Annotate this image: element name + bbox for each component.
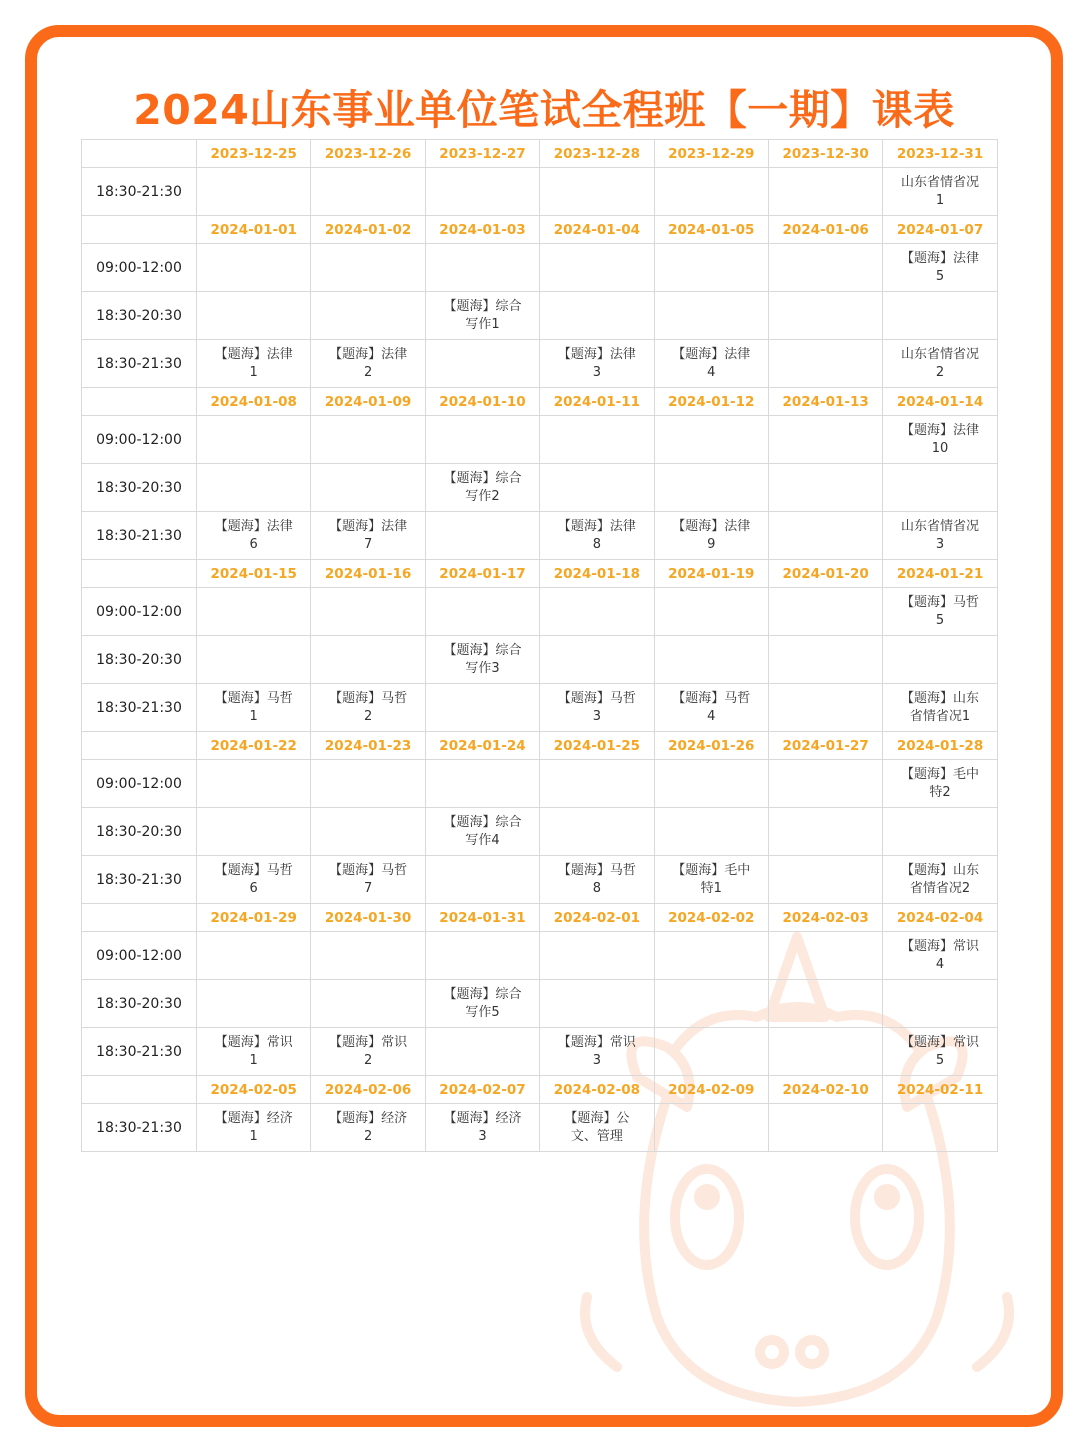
date-cell: 2024-01-18 (540, 560, 654, 588)
time-slot-label: 18:30-21:30 (82, 856, 197, 904)
time-slot-row (82, 416, 998, 464)
time-slot-label: 18:30-21:30 (82, 168, 197, 216)
date-cell: 2024-01-02 (311, 216, 425, 244)
date-header-row (82, 388, 998, 416)
course-cell (540, 980, 654, 1028)
course-cell (311, 636, 425, 684)
date-header-row (82, 216, 998, 244)
time-slot-row (82, 512, 998, 560)
course-cell (768, 684, 882, 732)
time-slot-row (82, 1028, 998, 1076)
course-cell (883, 980, 997, 1028)
schedule-table (81, 139, 998, 1152)
course-cell: 【题海】法律 2 (311, 340, 425, 388)
date-cell: 2024-02-09 (654, 1076, 768, 1104)
time-slot-row (82, 808, 998, 856)
course-cell (654, 292, 768, 340)
date-cell: 2024-01-29 (197, 904, 311, 932)
course-cell: 【题海】法律 10 (883, 416, 997, 464)
course-cell: 【题海】马哲 7 (311, 856, 425, 904)
time-slot-row (82, 340, 998, 388)
date-cell: 2024-01-16 (311, 560, 425, 588)
date-header-row (82, 732, 998, 760)
course-cell (540, 244, 654, 292)
date-cell: 2024-02-04 (883, 904, 997, 932)
course-cell (883, 464, 997, 512)
date-cell: 2024-01-28 (883, 732, 997, 760)
course-cell: 【题海】马哲 1 (197, 684, 311, 732)
date-cell: 2023-12-26 (311, 140, 425, 168)
date-cell: 2024-01-07 (883, 216, 997, 244)
course-cell (311, 808, 425, 856)
course-cell (883, 1104, 997, 1152)
course-cell: 【题海】法律 5 (883, 244, 997, 292)
time-slot-label: 09:00-12:00 (82, 244, 197, 292)
date-cell: 2024-01-01 (197, 216, 311, 244)
date-cell: 2024-01-27 (768, 732, 882, 760)
time-slot-row (82, 856, 998, 904)
course-cell (425, 760, 539, 808)
course-cell (654, 932, 768, 980)
course-cell: 【题海】法律 8 (540, 512, 654, 560)
course-cell (540, 808, 654, 856)
course-cell (768, 856, 882, 904)
date-cell: 2024-02-01 (540, 904, 654, 932)
date-cell: 2024-01-11 (540, 388, 654, 416)
course-cell: 山东省情省况 2 (883, 340, 997, 388)
time-slot-row (82, 932, 998, 980)
date-cell: 2024-01-15 (197, 560, 311, 588)
course-cell (768, 808, 882, 856)
date-header-row (82, 1076, 998, 1104)
time-slot-label: 18:30-20:30 (82, 292, 197, 340)
course-cell (311, 932, 425, 980)
course-cell: 【题海】马哲 4 (654, 684, 768, 732)
course-cell: 【题海】马哲 3 (540, 684, 654, 732)
date-header-row (82, 560, 998, 588)
course-cell (654, 808, 768, 856)
course-cell: 【题海】常识 5 (883, 1028, 997, 1076)
course-cell (768, 340, 882, 388)
date-cell: 2024-02-11 (883, 1076, 997, 1104)
date-cell: 2024-01-20 (768, 560, 882, 588)
date-cell: 2024-01-19 (654, 560, 768, 588)
date-cell: 2024-01-03 (425, 216, 539, 244)
date-cell: 2024-01-30 (311, 904, 425, 932)
date-cell: 2024-01-10 (425, 388, 539, 416)
course-cell: 【题海】马哲 5 (883, 588, 997, 636)
course-cell (197, 760, 311, 808)
course-cell (768, 636, 882, 684)
course-cell (768, 512, 882, 560)
course-cell: 【题海】综合 写作4 (425, 808, 539, 856)
course-cell (540, 932, 654, 980)
course-cell: 【题海】法律 4 (654, 340, 768, 388)
time-slot-label: 09:00-12:00 (82, 588, 197, 636)
course-cell: 【题海】综合 写作2 (425, 464, 539, 512)
course-cell (654, 588, 768, 636)
course-cell (654, 168, 768, 216)
course-cell: 【题海】法律 6 (197, 512, 311, 560)
course-cell (311, 244, 425, 292)
date-header-corner (82, 560, 197, 588)
time-slot-row (82, 980, 998, 1028)
time-slot-row (82, 244, 998, 292)
time-slot-label: 18:30-20:30 (82, 636, 197, 684)
course-cell (768, 244, 882, 292)
course-cell (768, 980, 882, 1028)
time-slot-row (82, 1104, 998, 1152)
schedule-card (25, 25, 1063, 1427)
course-cell: 【题海】毛中 特1 (654, 856, 768, 904)
course-cell (654, 760, 768, 808)
course-cell (197, 416, 311, 464)
date-cell: 2024-01-08 (197, 388, 311, 416)
date-cell: 2024-02-06 (311, 1076, 425, 1104)
course-cell (425, 1028, 539, 1076)
course-cell (311, 588, 425, 636)
date-cell: 2024-01-09 (311, 388, 425, 416)
course-cell: 【题海】经济 3 (425, 1104, 539, 1152)
date-cell: 2024-01-22 (197, 732, 311, 760)
course-cell (654, 636, 768, 684)
course-cell (311, 168, 425, 216)
course-cell (311, 416, 425, 464)
course-cell (197, 292, 311, 340)
course-cell (654, 464, 768, 512)
date-cell: 2024-01-26 (654, 732, 768, 760)
time-slot-label: 09:00-12:00 (82, 932, 197, 980)
course-cell (654, 416, 768, 464)
course-cell: 【题海】综合 写作1 (425, 292, 539, 340)
date-cell: 2024-02-05 (197, 1076, 311, 1104)
course-cell (197, 980, 311, 1028)
date-cell: 2024-02-10 (768, 1076, 882, 1104)
date-cell: 2024-01-25 (540, 732, 654, 760)
time-slot-label: 18:30-20:30 (82, 980, 197, 1028)
time-slot-label: 18:30-21:30 (82, 684, 197, 732)
course-cell: 【题海】常识 1 (197, 1028, 311, 1076)
course-cell: 【题海】综合 写作5 (425, 980, 539, 1028)
date-cell: 2024-02-08 (540, 1076, 654, 1104)
course-cell (768, 464, 882, 512)
course-cell: 【题海】马哲 2 (311, 684, 425, 732)
time-slot-label: 18:30-21:30 (82, 1028, 197, 1076)
course-cell: 【题海】马哲 8 (540, 856, 654, 904)
course-cell (311, 292, 425, 340)
course-cell: 【题海】山东 省情省况2 (883, 856, 997, 904)
course-cell (883, 808, 997, 856)
course-cell: 【题海】常识 2 (311, 1028, 425, 1076)
course-cell (883, 292, 997, 340)
date-header-corner (82, 1076, 197, 1104)
course-cell: 【题海】公 文、管理 (540, 1104, 654, 1152)
course-cell: 【题海】经济 1 (197, 1104, 311, 1152)
time-slot-label: 18:30-21:30 (82, 340, 197, 388)
course-cell (654, 1028, 768, 1076)
time-slot-row (82, 636, 998, 684)
date-cell: 2023-12-25 (197, 140, 311, 168)
course-cell (425, 168, 539, 216)
course-cell (197, 808, 311, 856)
date-cell: 2023-12-31 (883, 140, 997, 168)
time-slot-row (82, 588, 998, 636)
course-cell: 【题海】经济 2 (311, 1104, 425, 1152)
course-cell (540, 168, 654, 216)
course-cell (425, 588, 539, 636)
course-cell: 【题海】常识 3 (540, 1028, 654, 1076)
course-cell (540, 760, 654, 808)
course-cell: 【题海】常识 4 (883, 932, 997, 980)
course-cell (768, 1104, 882, 1152)
date-cell: 2024-01-05 (654, 216, 768, 244)
course-cell: 【题海】法律 3 (540, 340, 654, 388)
time-slot-label: 18:30-21:30 (82, 1104, 197, 1152)
date-cell: 2024-01-12 (654, 388, 768, 416)
date-cell: 2024-01-31 (425, 904, 539, 932)
time-slot-row (82, 760, 998, 808)
course-cell: 【题海】马哲 6 (197, 856, 311, 904)
time-slot-row (82, 684, 998, 732)
date-cell: 2024-01-23 (311, 732, 425, 760)
course-cell: 山东省情省况 1 (883, 168, 997, 216)
course-cell (197, 932, 311, 980)
date-header-corner (82, 140, 197, 168)
course-cell (654, 244, 768, 292)
course-cell (654, 1104, 768, 1152)
course-cell (197, 636, 311, 684)
course-cell (425, 856, 539, 904)
date-cell: 2024-01-04 (540, 216, 654, 244)
date-cell: 2024-02-02 (654, 904, 768, 932)
time-slot-label: 09:00-12:00 (82, 760, 197, 808)
time-slot-label: 18:30-20:30 (82, 808, 197, 856)
course-cell (654, 980, 768, 1028)
course-cell (425, 416, 539, 464)
date-header-corner (82, 732, 197, 760)
course-cell (768, 760, 882, 808)
course-cell (768, 292, 882, 340)
course-cell (768, 416, 882, 464)
course-cell (540, 416, 654, 464)
date-cell: 2024-01-24 (425, 732, 539, 760)
course-cell (425, 244, 539, 292)
course-cell (540, 636, 654, 684)
date-cell: 2023-12-28 (540, 140, 654, 168)
date-cell: 2024-01-13 (768, 388, 882, 416)
course-cell: 【题海】法律 9 (654, 512, 768, 560)
date-header-corner (82, 216, 197, 244)
course-cell (768, 1028, 882, 1076)
date-cell: 2024-02-03 (768, 904, 882, 932)
course-cell (425, 512, 539, 560)
course-cell (768, 168, 882, 216)
date-cell: 2023-12-30 (768, 140, 882, 168)
time-slot-label: 18:30-20:30 (82, 464, 197, 512)
course-cell: 【题海】毛中 特2 (883, 760, 997, 808)
time-slot-row (82, 292, 998, 340)
course-cell (311, 464, 425, 512)
date-header-corner (82, 904, 197, 932)
course-cell: 山东省情省况 3 (883, 512, 997, 560)
date-cell: 2024-01-17 (425, 560, 539, 588)
course-cell: 【题海】山东 省情省况1 (883, 684, 997, 732)
date-header-row (82, 140, 998, 168)
course-cell (768, 588, 882, 636)
date-cell: 2024-01-06 (768, 216, 882, 244)
date-cell: 2023-12-29 (654, 140, 768, 168)
time-slot-row (82, 464, 998, 512)
date-cell: 2023-12-27 (425, 140, 539, 168)
course-cell (425, 932, 539, 980)
course-cell (197, 168, 311, 216)
course-cell (540, 588, 654, 636)
course-cell (425, 340, 539, 388)
date-cell: 2024-02-07 (425, 1076, 539, 1104)
course-cell (311, 760, 425, 808)
time-slot-label: 18:30-21:30 (82, 512, 197, 560)
date-cell: 2024-01-14 (883, 388, 997, 416)
page-title: 2024山东事业单位笔试全程班【一期】课表 (133, 86, 955, 134)
course-cell (197, 588, 311, 636)
course-cell (425, 684, 539, 732)
time-slot-row (82, 168, 998, 216)
time-slot-label: 09:00-12:00 (82, 416, 197, 464)
course-cell (540, 464, 654, 512)
date-cell: 2024-01-21 (883, 560, 997, 588)
course-cell (197, 464, 311, 512)
course-cell (540, 292, 654, 340)
course-cell: 【题海】综合 写作3 (425, 636, 539, 684)
date-header-row (82, 904, 998, 932)
course-cell: 【题海】法律 7 (311, 512, 425, 560)
course-cell (197, 244, 311, 292)
course-cell (311, 980, 425, 1028)
date-header-corner (82, 388, 197, 416)
course-cell: 【题海】法律 1 (197, 340, 311, 388)
course-cell (883, 636, 997, 684)
course-cell (768, 932, 882, 980)
